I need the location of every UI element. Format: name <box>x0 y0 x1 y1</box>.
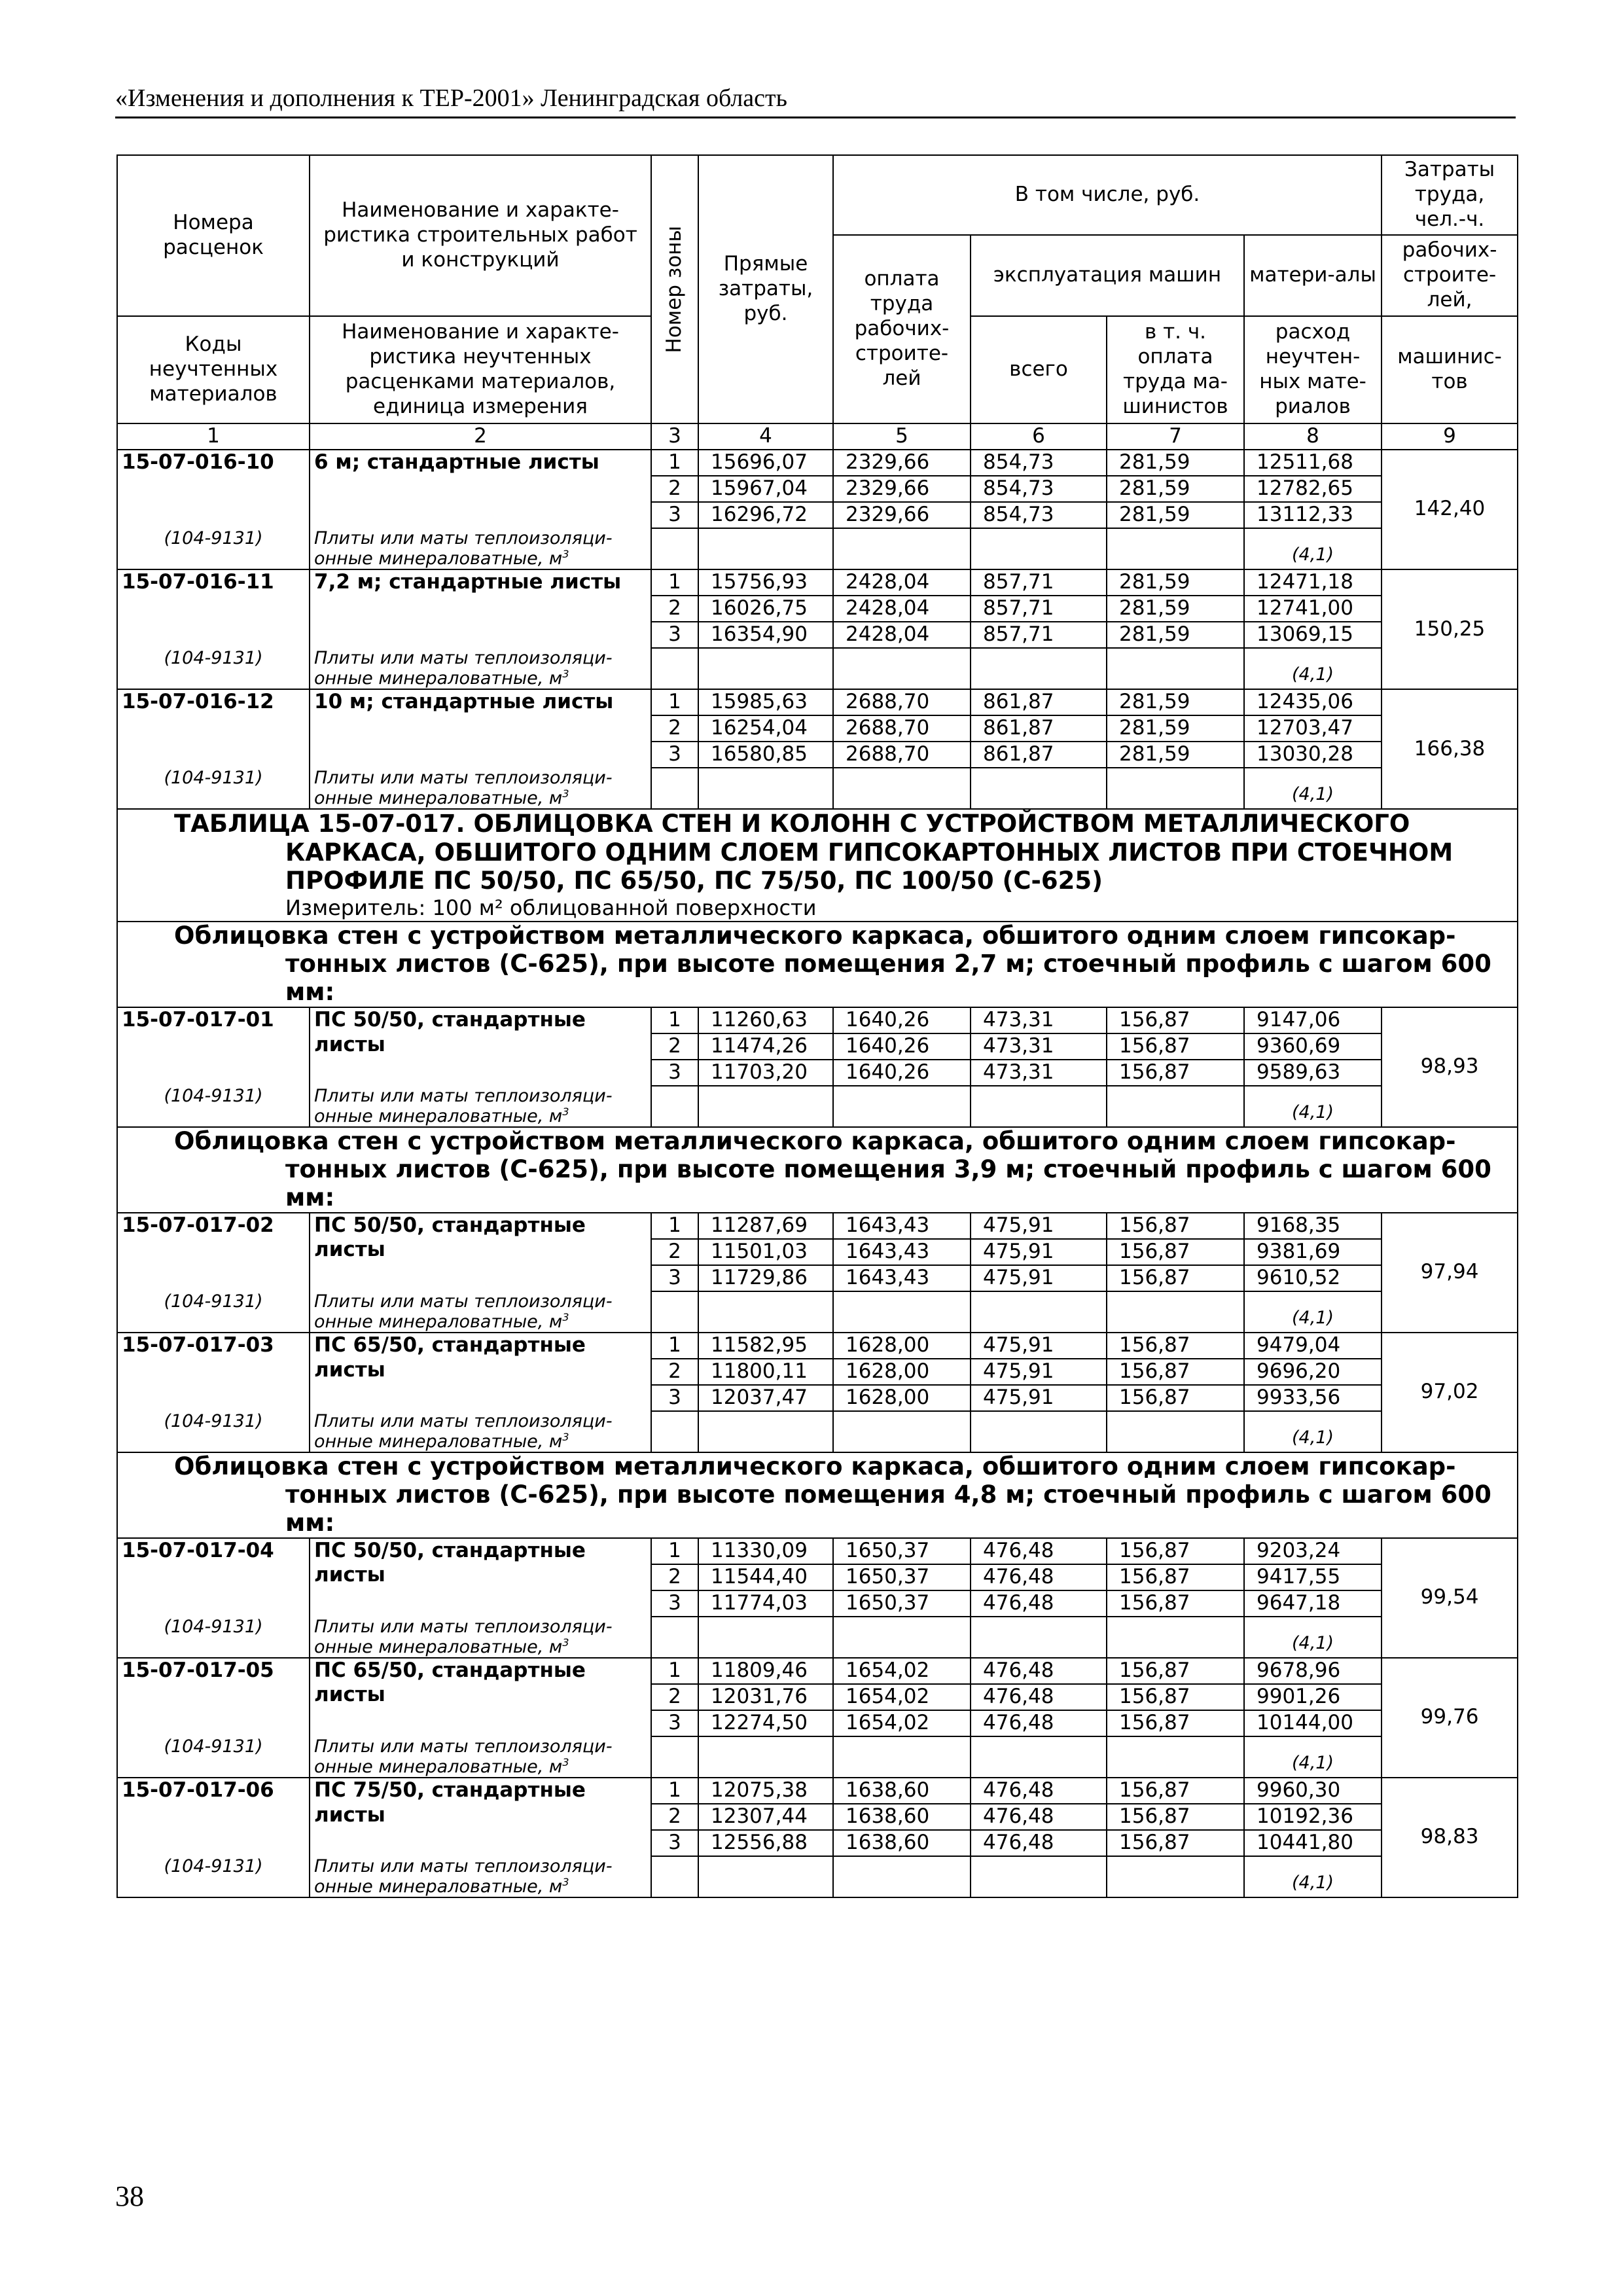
materials-cost: 9479,04 <box>1244 1333 1382 1359</box>
direct-cost: 11260,63 <box>698 1007 833 1033</box>
zone-number: 1 <box>651 1213 698 1239</box>
col-header-5: оплата труда рабочих-строите-лей <box>833 235 971 423</box>
zone-number: 3 <box>651 1385 698 1411</box>
labor-cost: 1654,02 <box>833 1710 971 1736</box>
col-number: 5 <box>833 423 971 450</box>
rate-code: 15-07-017-01 <box>117 1007 310 1086</box>
labor-cost: 1640,26 <box>833 1060 971 1086</box>
zone-number: 3 <box>651 1265 698 1291</box>
rate-code: 15-07-017-03 <box>117 1333 310 1411</box>
material-row <box>117 648 1518 689</box>
col-header-1-bottom: Коды неучтенных материалов <box>117 316 310 423</box>
material-unit-sup: 3 <box>562 1310 569 1323</box>
labor-cost: 1654,02 <box>833 1658 971 1684</box>
rate-code: 15-07-016-11 <box>117 569 310 648</box>
material-amount: (4,1) <box>1244 1617 1382 1658</box>
labor-cost: 2688,70 <box>833 715 971 742</box>
material-name <box>310 768 651 809</box>
material-amount: (4,1) <box>1244 1086 1382 1127</box>
col-number: 3 <box>651 423 698 450</box>
material-name-text: Плиты или маты теплоизоляци-онные минераловатные, м <box>314 1736 613 1777</box>
materials-cost: 9417,55 <box>1244 1564 1382 1590</box>
machine-cost: 861,87 <box>971 689 1107 715</box>
machine-cost: 473,31 <box>971 1033 1107 1060</box>
labor-hours: 166,38 <box>1382 689 1518 809</box>
labor-hours: 150,25 <box>1382 569 1518 689</box>
col-header-9-top: Затраты труда, чел.-ч. <box>1382 155 1518 235</box>
zone-number: 2 <box>651 1684 698 1710</box>
direct-cost: 11544,40 <box>698 1564 833 1590</box>
materials-cost: 9168,35 <box>1244 1213 1382 1239</box>
direct-cost: 16296,72 <box>698 502 833 528</box>
materials-cost: 10441,80 <box>1244 1830 1382 1856</box>
labor-cost: 2428,04 <box>833 596 971 622</box>
table-row <box>117 1007 1518 1033</box>
material-name <box>310 648 651 689</box>
operator-cost: 156,87 <box>1107 1385 1244 1411</box>
operator-cost: 281,59 <box>1107 502 1244 528</box>
zone-number: 1 <box>651 1658 698 1684</box>
materials-cost: 13112,33 <box>1244 502 1382 528</box>
materials-cost: 12741,00 <box>1244 596 1382 622</box>
labor-cost: 1628,00 <box>833 1359 971 1385</box>
operator-cost: 156,87 <box>1107 1564 1244 1590</box>
labor-cost: 1650,37 <box>833 1590 971 1617</box>
labor-cost: 1650,37 <box>833 1564 971 1590</box>
col-header-2-bottom: Наименование и характе-ристика неучтенных расценками материалов, единица измерения <box>310 316 651 423</box>
material-code: (104-9131) <box>117 1291 310 1333</box>
operator-cost: 156,87 <box>1107 1060 1244 1086</box>
material-name-text: Плиты или маты теплоизоляци-онные минераловатные, м <box>314 1291 613 1332</box>
machine-cost: 854,73 <box>971 502 1107 528</box>
labor-cost: 1628,00 <box>833 1333 971 1359</box>
direct-cost: 12037,47 <box>698 1385 833 1411</box>
zone-number: 1 <box>651 450 698 476</box>
work-name: ПС 65/50, стандартные листы <box>310 1333 651 1411</box>
zone-number: 1 <box>651 689 698 715</box>
direct-cost: 11582,95 <box>698 1333 833 1359</box>
col-number: 6 <box>971 423 1107 450</box>
subsection-row <box>117 1452 1518 1538</box>
subsection-title: Облицовка стен с устройством металлического каркаса, обшитого одним слоем гипсокар-тонных листов (С-625), при высоте помещения 2,7 м; стоечный профиль с шагом 600 мм: <box>174 922 1491 1006</box>
zone-number: 1 <box>651 1333 698 1359</box>
material-amount: (4,1) <box>1244 648 1382 689</box>
labor-hours: 142,40 <box>1382 450 1518 569</box>
material-amount: (4,1) <box>1244 1411 1382 1452</box>
material-amount: (4,1) <box>1244 768 1382 809</box>
labor-cost: 1638,60 <box>833 1778 971 1804</box>
material-name-text: Плиты или маты теплоизоляци-онные минераловатные, м <box>314 528 613 569</box>
subsection-title: Облицовка стен с устройством металлического каркаса, обшитого одним слоем гипсокар-тонных листов (С-625), при высоте помещения 3,9 м; стоечный профиль с шагом 600 мм: <box>174 1126 1491 1211</box>
materials-cost: 9933,56 <box>1244 1385 1382 1411</box>
zone-number: 3 <box>651 742 698 768</box>
machine-cost: 476,48 <box>971 1684 1107 1710</box>
material-code: (104-9131) <box>117 648 310 689</box>
labor-cost: 2329,66 <box>833 476 971 502</box>
operator-cost: 156,87 <box>1107 1239 1244 1265</box>
materials-cost: 12435,06 <box>1244 689 1382 715</box>
zone-number: 2 <box>651 1033 698 1060</box>
operator-cost: 156,87 <box>1107 1778 1244 1804</box>
direct-cost: 16026,75 <box>698 596 833 622</box>
page-number: 38 <box>115 2180 144 2212</box>
materials-cost: 10144,00 <box>1244 1710 1382 1736</box>
material-name <box>310 1086 651 1127</box>
zone-number: 2 <box>651 1239 698 1265</box>
zone-number: 1 <box>651 1778 698 1804</box>
labor-cost: 1640,26 <box>833 1033 971 1060</box>
operator-cost: 281,59 <box>1107 622 1244 648</box>
machine-cost: 857,71 <box>971 569 1107 596</box>
zone-number: 1 <box>651 1538 698 1564</box>
machine-cost: 475,91 <box>971 1213 1107 1239</box>
rate-code: 15-07-017-04 <box>117 1538 310 1617</box>
col-number: 7 <box>1107 423 1244 450</box>
labor-cost: 1643,43 <box>833 1213 971 1239</box>
zone-number: 3 <box>651 622 698 648</box>
col-number: 4 <box>698 423 833 450</box>
machine-cost: 854,73 <box>971 476 1107 502</box>
materials-cost: 13030,28 <box>1244 742 1382 768</box>
direct-cost: 16354,90 <box>698 622 833 648</box>
material-amount: (4,1) <box>1244 1291 1382 1333</box>
section-row <box>117 809 1518 922</box>
operator-cost: 281,59 <box>1107 476 1244 502</box>
direct-cost: 15985,63 <box>698 689 833 715</box>
materials-cost: 12782,65 <box>1244 476 1382 502</box>
material-name-text: Плиты или маты теплоизоляци-онные минераловатные, м <box>314 1410 613 1452</box>
material-amount: (4,1) <box>1244 528 1382 569</box>
material-name <box>310 528 651 569</box>
material-row <box>117 1086 1518 1127</box>
table-row <box>117 1778 1518 1804</box>
material-name-text: Плиты или маты теплоизоляци-онные минераловатные, м <box>314 1085 613 1126</box>
materials-cost: 12511,68 <box>1244 450 1382 476</box>
rate-code: 15-07-017-05 <box>117 1658 310 1736</box>
machine-cost: 476,48 <box>971 1710 1107 1736</box>
operator-cost: 156,87 <box>1107 1033 1244 1060</box>
operator-cost: 156,87 <box>1107 1333 1244 1359</box>
col-header-8-bottom: расход неучтен-ных мате-риалов <box>1244 316 1382 423</box>
work-name: ПС 50/50, стандартные листы <box>310 1538 651 1617</box>
subsection-row <box>117 922 1518 1007</box>
materials-cost: 12471,18 <box>1244 569 1382 596</box>
operator-cost: 156,87 <box>1107 1359 1244 1385</box>
table-row <box>117 1658 1518 1684</box>
col-number: 8 <box>1244 423 1382 450</box>
material-unit-sup: 3 <box>562 1636 569 1649</box>
col-header-7: в т. ч. оплата труда ма-шинистов <box>1107 316 1244 423</box>
materials-cost: 9589,63 <box>1244 1060 1382 1086</box>
labor-cost: 1638,60 <box>833 1804 971 1830</box>
labor-hours: 97,02 <box>1382 1333 1518 1452</box>
machine-cost: 861,87 <box>971 715 1107 742</box>
operator-cost: 156,87 <box>1107 1265 1244 1291</box>
material-name-text: Плиты или маты теплоизоляци-онные минераловатные, м <box>314 647 613 689</box>
materials-cost: 9381,69 <box>1244 1239 1382 1265</box>
material-unit-sup: 3 <box>562 667 569 680</box>
material-row <box>117 1736 1518 1778</box>
materials-cost: 12703,47 <box>1244 715 1382 742</box>
col-header-1-top: Номера расценок <box>117 155 310 316</box>
col-header-4: Прямые затраты, руб. <box>698 155 833 423</box>
labor-cost: 2329,66 <box>833 502 971 528</box>
labor-hours: 98,83 <box>1382 1778 1518 1897</box>
operator-cost: 281,59 <box>1107 715 1244 742</box>
zone-number: 3 <box>651 1060 698 1086</box>
materials-cost: 9147,06 <box>1244 1007 1382 1033</box>
machine-cost: 473,31 <box>971 1060 1107 1086</box>
zone-number: 2 <box>651 596 698 622</box>
material-amount: (4,1) <box>1244 1736 1382 1778</box>
direct-cost: 11809,46 <box>698 1658 833 1684</box>
material-row <box>117 768 1518 809</box>
direct-cost: 15696,07 <box>698 450 833 476</box>
operator-cost: 156,87 <box>1107 1658 1244 1684</box>
material-code: (104-9131) <box>117 1086 310 1127</box>
operator-cost: 281,59 <box>1107 596 1244 622</box>
table-row <box>117 450 1518 476</box>
table-row <box>117 1213 1518 1239</box>
material-row <box>117 528 1518 569</box>
materials-cost: 9647,18 <box>1244 1590 1382 1617</box>
direct-cost: 15967,04 <box>698 476 833 502</box>
material-unit-sup: 3 <box>562 1105 569 1118</box>
measure-text: Измеритель: 100 м² облицованной поверхности <box>285 895 817 921</box>
direct-cost: 11703,20 <box>698 1060 833 1086</box>
labor-hours: 98,93 <box>1382 1007 1518 1127</box>
machine-cost: 475,91 <box>971 1333 1107 1359</box>
labor-cost: 2688,70 <box>833 689 971 715</box>
machine-cost: 476,48 <box>971 1804 1107 1830</box>
material-name <box>310 1856 651 1897</box>
table-row <box>117 569 1518 596</box>
subsection-row <box>117 1127 1518 1213</box>
zone-number: 1 <box>651 1007 698 1033</box>
labor-cost: 1650,37 <box>833 1538 971 1564</box>
material-amount: (4,1) <box>1244 1856 1382 1897</box>
col-number: 1 <box>117 423 310 450</box>
material-code: (104-9131) <box>117 1411 310 1452</box>
material-row <box>117 1617 1518 1658</box>
material-code: (104-9131) <box>117 1617 310 1658</box>
operator-cost: 156,87 <box>1107 1804 1244 1830</box>
operator-cost: 156,87 <box>1107 1684 1244 1710</box>
work-name: 10 м; стандартные листы <box>310 689 651 768</box>
operator-cost: 281,59 <box>1107 689 1244 715</box>
direct-cost: 12307,44 <box>698 1804 833 1830</box>
col-header-6: всего <box>971 316 1107 423</box>
material-name <box>310 1736 651 1778</box>
col-header-incl: В том числе, руб. <box>833 155 1382 235</box>
labor-cost: 1628,00 <box>833 1385 971 1411</box>
table-row <box>117 1333 1518 1359</box>
direct-cost: 12031,76 <box>698 1684 833 1710</box>
work-name: ПС 50/50, стандартные листы <box>310 1213 651 1291</box>
col-header-9-mid: рабочих-строите-лей, <box>1382 235 1518 316</box>
rate-code: 15-07-016-10 <box>117 450 310 528</box>
labor-hours: 97,94 <box>1382 1213 1518 1333</box>
material-name-text: Плиты или маты теплоизоляци-онные минераловатные, м <box>314 1616 613 1657</box>
operator-cost: 156,87 <box>1107 1213 1244 1239</box>
zone-number: 1 <box>651 569 698 596</box>
rates-table <box>116 154 1518 1898</box>
direct-cost: 11287,69 <box>698 1213 833 1239</box>
material-row <box>117 1291 1518 1333</box>
machine-cost: 476,48 <box>971 1658 1107 1684</box>
materials-cost: 10192,36 <box>1244 1804 1382 1830</box>
operator-cost: 156,87 <box>1107 1830 1244 1856</box>
material-name-text: Плиты или маты теплоизоляци-онные минераловатные, м <box>314 768 613 809</box>
material-unit-sup: 3 <box>562 1875 569 1888</box>
col-header-mach: эксплуатация машин <box>971 235 1244 316</box>
machine-cost: 854,73 <box>971 450 1107 476</box>
material-unit-sup: 3 <box>562 547 569 560</box>
machine-cost: 857,71 <box>971 596 1107 622</box>
direct-cost: 11774,03 <box>698 1590 833 1617</box>
material-code: (104-9131) <box>117 1856 310 1897</box>
col-header-2-top: Наименование и характе-ристика строительных работ и конструкций <box>310 155 651 316</box>
direct-cost: 11330,09 <box>698 1538 833 1564</box>
machine-cost: 475,91 <box>971 1265 1107 1291</box>
direct-cost: 15756,93 <box>698 569 833 596</box>
material-unit-sup: 3 <box>562 1755 569 1768</box>
labor-cost: 1638,60 <box>833 1830 971 1856</box>
work-name: ПС 65/50, стандартные листы <box>310 1658 651 1736</box>
col-header-zone: Номер зоны <box>662 225 687 353</box>
materials-cost: 9678,96 <box>1244 1658 1382 1684</box>
material-code: (104-9131) <box>117 528 310 569</box>
operator-cost: 281,59 <box>1107 450 1244 476</box>
col-header-9-bottom: машинис-тов <box>1382 316 1518 423</box>
labor-cost: 1643,43 <box>833 1239 971 1265</box>
zone-number: 3 <box>651 502 698 528</box>
subsection-title: Облицовка стен с устройством металлического каркаса, обшитого одним слоем гипсокар-тонных листов (С-625), при высоте помещения 4,8 м; стоечный профиль с шагом 600 мм: <box>174 1452 1491 1537</box>
rate-code: 15-07-016-12 <box>117 689 310 768</box>
zone-number: 2 <box>651 715 698 742</box>
materials-cost: 9960,30 <box>1244 1778 1382 1804</box>
col-header-8-top: матери-алы <box>1244 235 1382 316</box>
materials-cost: 9203,24 <box>1244 1538 1382 1564</box>
material-code: (104-9131) <box>117 1736 310 1778</box>
section-title: ТАБЛИЦА 15-07-017. ОБЛИЦОВКА СТЕН И КОЛОНН С УСТРОЙСТВОМ МЕТАЛЛИЧЕСКОГО КАРКАСА, ОБШИТОГО ОДНИМ СЛОЕМ ГИПСОКАРТОННЫХ ЛИСТОВ ПРИ СТОЕЧНОМ ПРОФИЛЕ ПС 50/50, ПС 65/50, ПС 75/50, ПС 100/50 (С-625) <box>174 810 1454 895</box>
zone-number: 3 <box>651 1590 698 1617</box>
machine-cost: 475,91 <box>971 1359 1107 1385</box>
rate-code: 15-07-017-06 <box>117 1778 310 1856</box>
labor-cost: 1643,43 <box>833 1265 971 1291</box>
material-name-text: Плиты или маты теплоизоляци-онные минераловатные, м <box>314 1856 613 1897</box>
operator-cost: 281,59 <box>1107 569 1244 596</box>
work-name: 7,2 м; стандартные листы <box>310 569 651 648</box>
zone-number: 3 <box>651 1710 698 1736</box>
zone-number: 2 <box>651 1564 698 1590</box>
materials-cost: 9696,20 <box>1244 1359 1382 1385</box>
machine-cost: 476,48 <box>971 1778 1107 1804</box>
labor-cost: 2329,66 <box>833 450 971 476</box>
machine-cost: 857,71 <box>971 622 1107 648</box>
machine-cost: 861,87 <box>971 742 1107 768</box>
direct-cost: 12556,88 <box>698 1830 833 1856</box>
direct-cost: 11474,26 <box>698 1033 833 1060</box>
machine-cost: 476,48 <box>971 1538 1107 1564</box>
labor-cost: 2428,04 <box>833 622 971 648</box>
operator-cost: 156,87 <box>1107 1007 1244 1033</box>
work-name: ПС 50/50, стандартные листы <box>310 1007 651 1086</box>
materials-cost: 9610,52 <box>1244 1265 1382 1291</box>
machine-cost: 475,91 <box>971 1385 1107 1411</box>
materials-cost: 13069,15 <box>1244 622 1382 648</box>
column-numbers-row <box>117 423 1518 450</box>
direct-cost: 11501,03 <box>698 1239 833 1265</box>
work-name: ПС 75/50, стандартные листы <box>310 1778 651 1856</box>
operator-cost: 281,59 <box>1107 742 1244 768</box>
labor-cost: 1640,26 <box>833 1007 971 1033</box>
rate-code: 15-07-017-02 <box>117 1213 310 1291</box>
work-name: 6 м; стандартные листы <box>310 450 651 528</box>
operator-cost: 156,87 <box>1107 1590 1244 1617</box>
labor-hours: 99,76 <box>1382 1658 1518 1778</box>
material-row <box>117 1411 1518 1452</box>
zone-number: 2 <box>651 476 698 502</box>
labor-cost: 1654,02 <box>833 1684 971 1710</box>
machine-cost: 476,48 <box>971 1830 1107 1856</box>
labor-hours: 99,54 <box>1382 1538 1518 1658</box>
direct-cost: 12075,38 <box>698 1778 833 1804</box>
page-header: «Изменения и дополнения к ТЕР-2001» Ленинградская область <box>115 84 1516 118</box>
operator-cost: 156,87 <box>1107 1538 1244 1564</box>
col-number: 9 <box>1382 423 1518 450</box>
material-unit-sup: 3 <box>562 1430 569 1443</box>
material-row <box>117 1856 1518 1897</box>
material-name <box>310 1411 651 1452</box>
machine-cost: 475,91 <box>971 1239 1107 1265</box>
materials-cost: 9360,69 <box>1244 1033 1382 1060</box>
operator-cost: 156,87 <box>1107 1710 1244 1736</box>
material-name <box>310 1291 651 1333</box>
direct-cost: 11800,11 <box>698 1359 833 1385</box>
zone-number: 3 <box>651 1830 698 1856</box>
zone-number: 2 <box>651 1359 698 1385</box>
material-code: (104-9131) <box>117 768 310 809</box>
labor-cost: 2428,04 <box>833 569 971 596</box>
materials-cost: 9901,26 <box>1244 1684 1382 1710</box>
direct-cost: 16254,04 <box>698 715 833 742</box>
table-row <box>117 689 1518 715</box>
labor-cost: 2688,70 <box>833 742 971 768</box>
direct-cost: 11729,86 <box>698 1265 833 1291</box>
machine-cost: 473,31 <box>971 1007 1107 1033</box>
zone-number: 2 <box>651 1804 698 1830</box>
machine-cost: 476,48 <box>971 1564 1107 1590</box>
material-name <box>310 1617 651 1658</box>
col-number: 2 <box>310 423 651 450</box>
material-unit-sup: 3 <box>562 787 569 800</box>
direct-cost: 12274,50 <box>698 1710 833 1736</box>
table-row <box>117 1538 1518 1564</box>
machine-cost: 476,48 <box>971 1590 1107 1617</box>
direct-cost: 16580,85 <box>698 742 833 768</box>
